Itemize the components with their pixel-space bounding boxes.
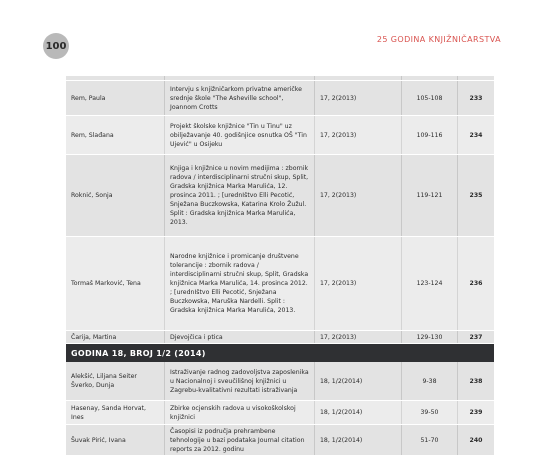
page-number: 100 [43, 33, 69, 59]
pages-cell: 39-50 [401, 401, 457, 424]
pages-cell: 129-130 [401, 331, 457, 343]
section-header: GODINA 18, BROJ 1/2 (2014) [66, 344, 494, 362]
number-cell: 236 [457, 237, 494, 330]
author-cell: Čarija, Martina [71, 333, 117, 341]
table-row [66, 401, 494, 425]
pages-cell: 123-124 [401, 237, 457, 330]
issue-cell: 17, 2(2013) [314, 331, 401, 343]
table-row [66, 237, 494, 331]
bibliography-table [66, 76, 494, 456]
issue-cell: 17, 2(2013) [314, 81, 401, 115]
number-cell: 238 [457, 362, 494, 400]
title-cell: Zbirke ocjenskih radova u visokoškolskoj knjižnici [164, 401, 314, 424]
author-cell: Alekšić, Liljana Seiter Šverko, Dunja [71, 373, 137, 389]
title-cell: Intervju s knjižničarkom privatne američke srednje škole "The Asheville school", Joannom Crotts [164, 81, 314, 115]
issue-cell: 17, 2(2013) [314, 237, 401, 330]
author-cell: Hasenay, Sanda Horvat, Ines [71, 404, 146, 421]
pages-cell: 51-70 [401, 425, 457, 455]
issue-cell: 17, 2(2013) [314, 155, 401, 236]
title-cell: Istraživanje radnog zadovoljstva zaposlenika u Nacionalnoj i sveučilišnoj knjižnici u Zagrebu-kvalitativni rezultati istraživanja [164, 362, 314, 400]
table-row [66, 425, 494, 456]
number-cell: 234 [457, 116, 494, 154]
author-cell: Rem, Paula [71, 94, 106, 102]
author-cell: Šuvak Pirić, Ivana [71, 436, 126, 444]
title-cell: Djevojčica i ptica [164, 331, 314, 343]
title-cell: Projekt školske knjižnice "Tin u Tinu" uz obilježavanje 40. godišnjice osnutka OŠ "Tin Ujević" u Osijeku [164, 116, 314, 154]
table-row [66, 81, 494, 116]
table-row [66, 116, 494, 155]
number-cell: 233 [457, 81, 494, 115]
number-cell: 237 [457, 331, 494, 343]
author-cell: Rem, Slađana [71, 131, 114, 139]
pages-cell: 119-121 [401, 155, 457, 236]
title-cell: Narodne knjižnice i promicanje društvene tolerancije : zbornik radova / interdisciplinarni stručni skup, Split, Gradska knjižnica Marka Marulića, 14. prosinca 2012. ; [urednIštvo Elli Pecotić, Snježana Buczkowska, Maruška Nardelli. Split : Gradska knjižnica Marka Marulića, 2013. [164, 237, 314, 330]
pages-cell: 105-108 [401, 81, 457, 115]
running-head: 25 GODINA KNJIŽNIČARSTVA [376, 35, 501, 44]
issue-cell: 18, 1/2(2014) [314, 401, 401, 424]
table-row [66, 155, 494, 237]
issue-cell: 17, 2(2013) [314, 116, 401, 154]
number-cell: 239 [457, 401, 494, 424]
issue-cell: 18, 1/2(2014) [314, 362, 401, 400]
table-row [66, 362, 494, 401]
title-cell: Časopisi iz područja prehrambene tehnologije u bazi podataka Journal citation reports za 2012. godinu [164, 425, 314, 455]
author-cell: Roknić, Sonja [71, 192, 113, 199]
title-cell: Knjiga i knjižnice u novim medijima : zbornik radova / interdisciplinarni stručni skup, Split, Gradska knjižnica Marka Marulića, 12. prosinca 2011. ; [urednIštvo Elli Pecotić, Snježana Buczkowska, Katarina Krolo Žužul. Split : Gradska knjižnica Marka Marulića, 2013. [164, 155, 314, 236]
pages-cell: 109-116 [401, 116, 457, 154]
pages-cell: 9-38 [401, 362, 457, 400]
table-row [66, 331, 494, 344]
issue-cell: 18, 1/2(2014) [314, 425, 401, 455]
author-cell: Tormaš Marković, Tena [71, 280, 141, 287]
number-cell: 240 [457, 425, 494, 455]
number-cell: 235 [457, 155, 494, 236]
